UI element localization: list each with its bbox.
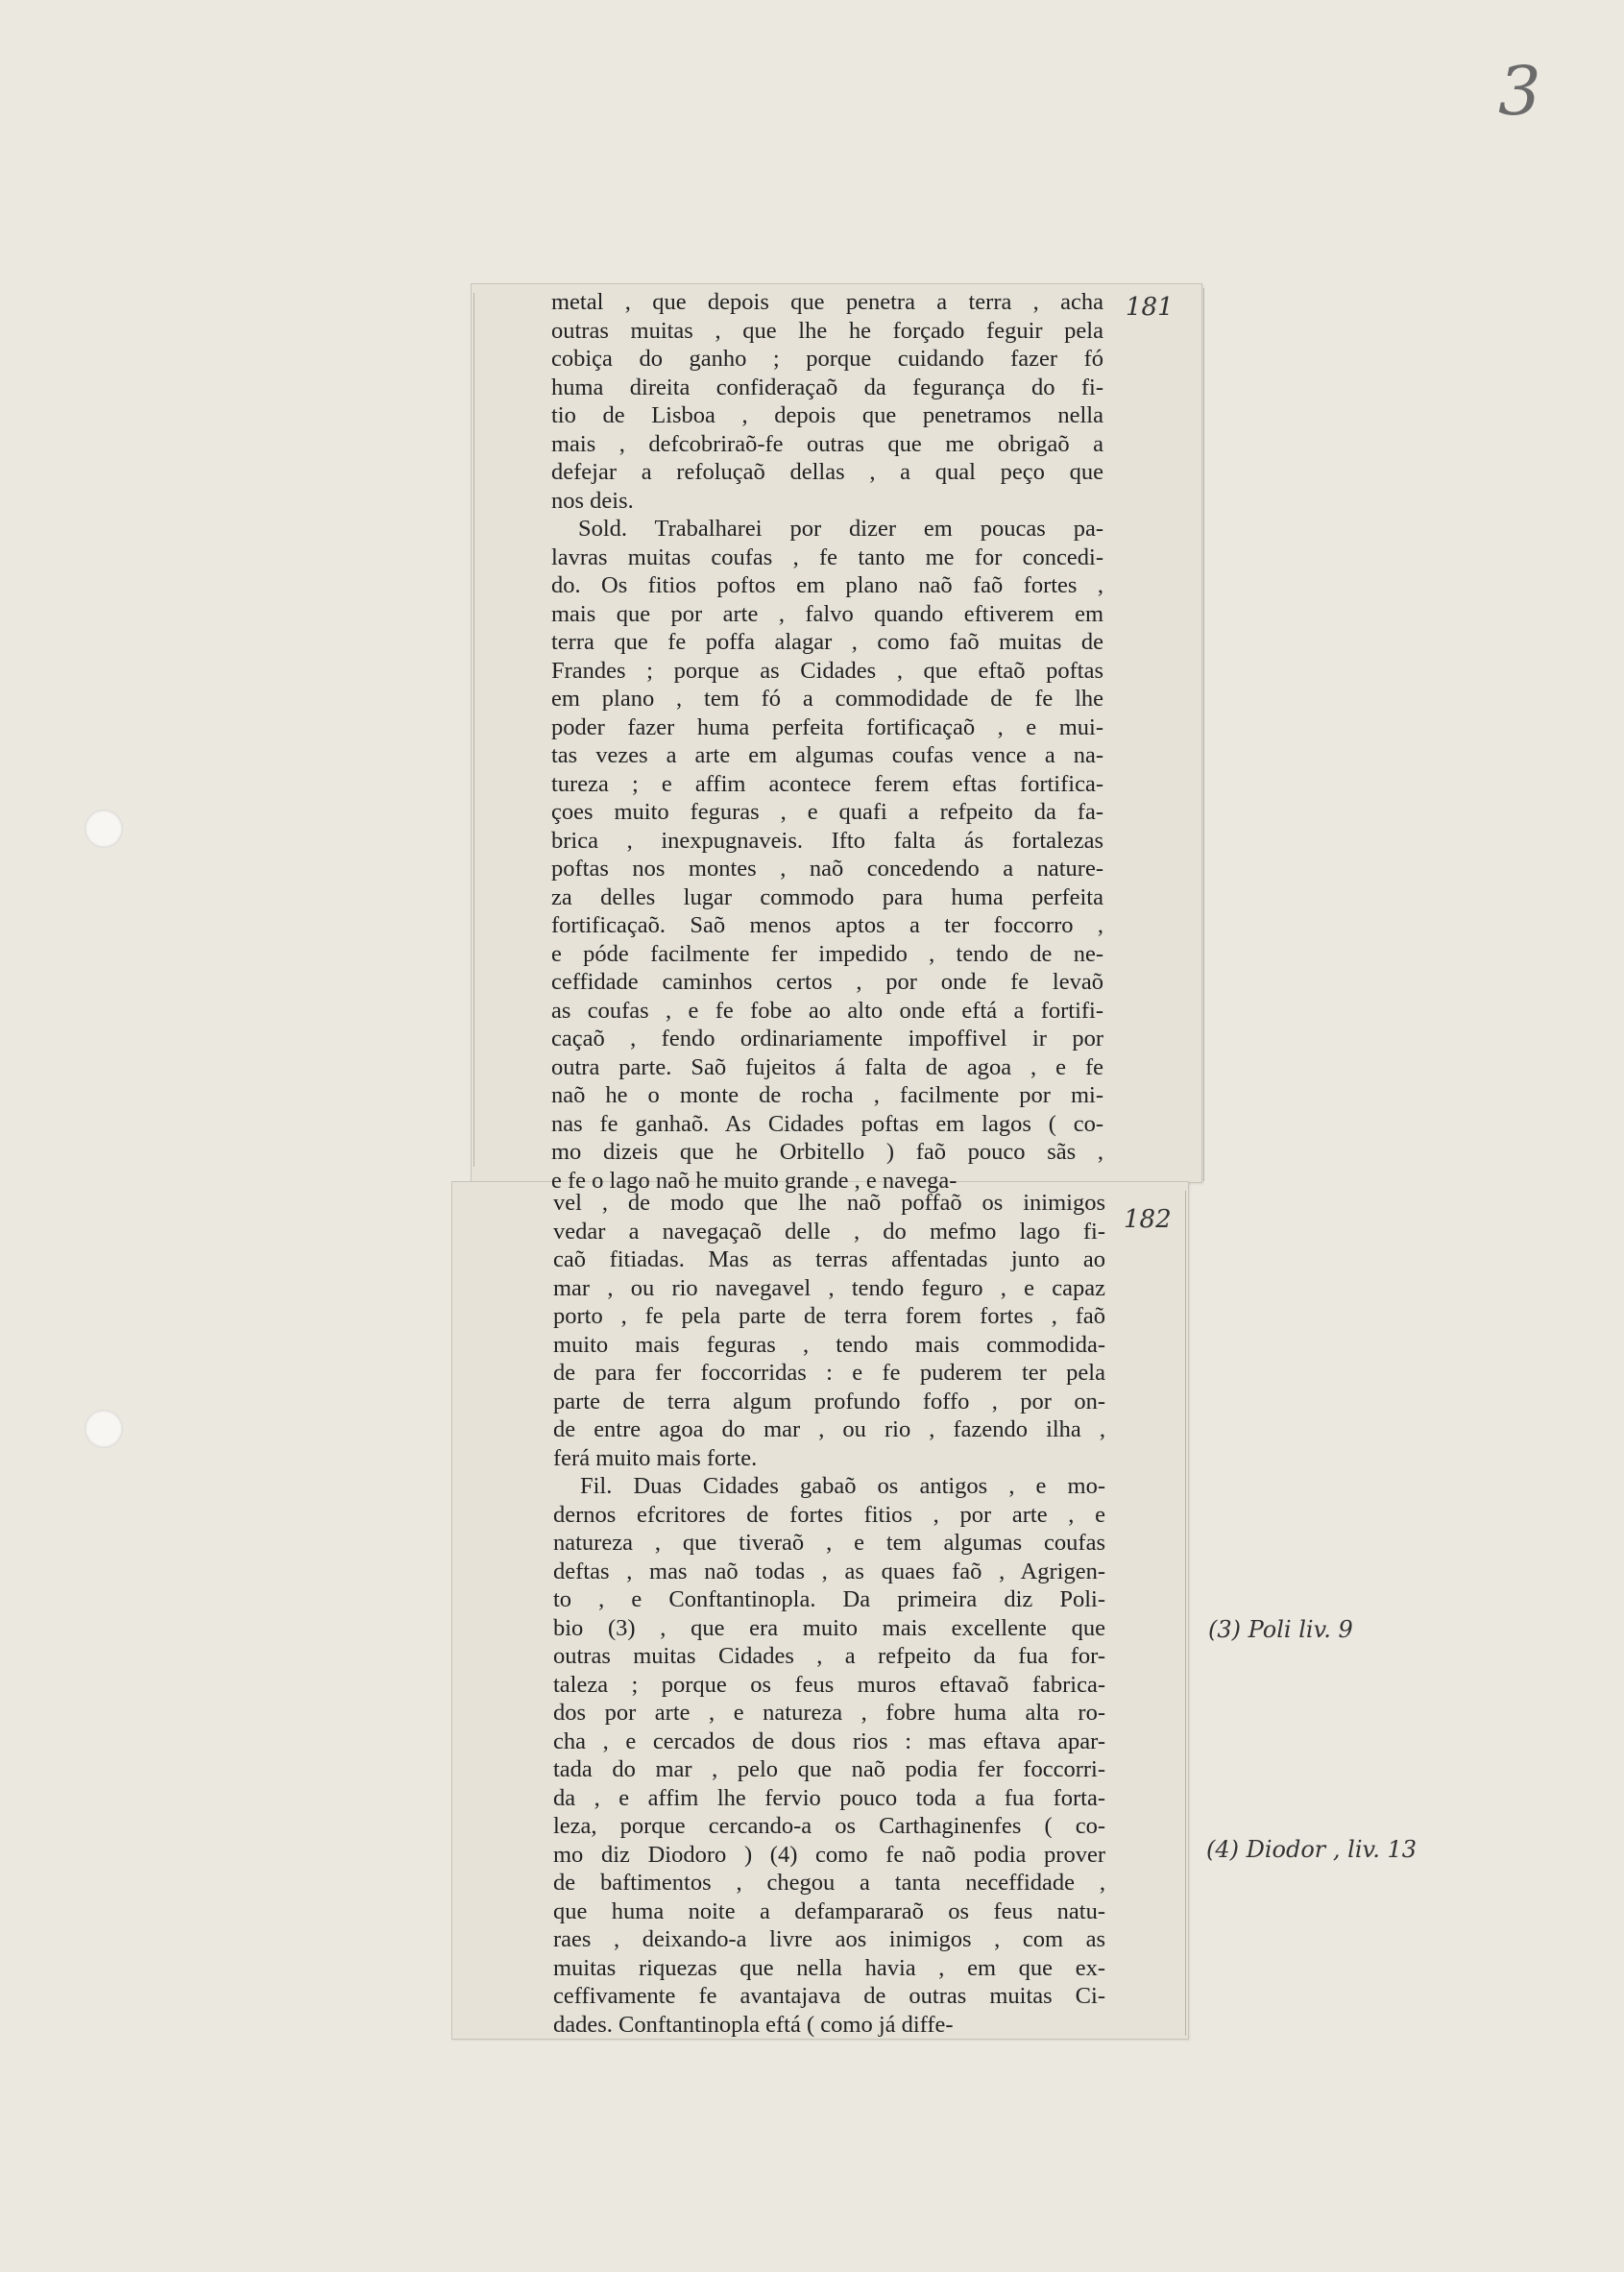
text-line: dos por arte , e natureza , fobre huma alta ro- (553, 1700, 1105, 1726)
text-line: mo diz Diodoro ) (4) como fe naõ podia prover (553, 1841, 1105, 1868)
text-line: deftas , mas naõ todas , as quaes faõ , Agrigen- (553, 1558, 1105, 1584)
punch-hole (85, 810, 123, 848)
text-line: mais , defcobriraõ-fe outras que me obrigaõ a (551, 430, 1103, 457)
text-line: que huma noite a defampararaõ os feus natu- (553, 1897, 1105, 1924)
text-line: çoes muito feguras , e quafi a refpeito da fa- (551, 799, 1103, 825)
text-line: e póde facilmente fer impedido , tendo de ne- (551, 940, 1103, 967)
text-line: outras muitas , que lhe he forçado feguir pela (551, 317, 1103, 344)
text-line: natureza , que tiveraõ , e tem algumas coufas (553, 1530, 1105, 1556)
text-line: vel , de modo que lhe naõ poffaõ os inimigos (553, 1190, 1105, 1216)
text-column-page-181 (551, 288, 1103, 1195)
text-line: mais que por arte , falvo quando eftiverem em (551, 600, 1103, 627)
text-line: cobiça do ganho ; porque cuidando fazer fó (551, 346, 1103, 372)
text-line: do. Os fitios poftos em plano naõ faõ fortes , (551, 572, 1103, 598)
text-line: poftas nos montes , naõ concedendo a nature- (551, 856, 1103, 882)
text-line: fortificaçaõ. Saõ menos aptos a ter foccorro , (551, 912, 1103, 938)
text-line: caõ fitiadas. Mas as terras affentadas junto ao (553, 1246, 1105, 1272)
text-line: porto , fe pela parte de terra forem fortes , faõ (553, 1303, 1105, 1329)
text-line: nas fe ganhaõ. As Cidades poftas em lagos ( co- (551, 1110, 1103, 1137)
text-line: mo dizeis que he Orbitello ) faõ pouco sãs , (551, 1139, 1103, 1165)
text-line: de entre agoa do mar , ou rio , fazendo ilha , (553, 1416, 1105, 1442)
text-line: taleza ; porque os feus muros eftavaõ fabrica- (553, 1671, 1105, 1698)
text-line: de para fer foccorridas : e fe puderem ter pela (553, 1360, 1105, 1386)
text-line: as coufas , e fe fobe ao alto onde eftá a fortifi- (551, 997, 1103, 1024)
text-line: Sold. Trabalharei por dizer em poucas pa- (578, 516, 1103, 542)
text-line: raes , deixando-a livre aos inimigos , com as (553, 1926, 1105, 1952)
text-line: ferá muito mais forte. (553, 1444, 758, 1471)
marginal-note: (4) Diodor , liv. 13 (1206, 1836, 1418, 1863)
text-line: vedar a navegaçaõ delle , do mefmo lago fi- (553, 1218, 1105, 1245)
text-line: poder fazer huma perfeita fortificaçaõ , e mui- (551, 713, 1103, 740)
text-line: defejar a refoluçaõ dellas , a qual peço que (551, 459, 1103, 485)
text-line: e fe o lago naõ he muito grande , e navega- (551, 1167, 957, 1194)
text-line: lavras muitas coufas , fe tanto me for concedi- (551, 544, 1103, 570)
text-line: tureza ; e affim acontece ferem eftas fortifica- (551, 770, 1103, 797)
clipping-edge (473, 293, 474, 1167)
text-line: muito mais feguras , tendo mais commodida- (553, 1331, 1105, 1358)
text-line: de baftimentos , chegou a tanta neceffidade , (553, 1870, 1105, 1896)
text-line: huma direita confideraçaõ da fegurança do fi- (551, 374, 1103, 400)
marginal-note: (3) Poli liv. 9 (1208, 1616, 1353, 1643)
text-line: da , e affim lhe fervio pouco toda a fua forta- (553, 1784, 1105, 1811)
text-column-page-182 (553, 1189, 1105, 2039)
text-line: terra que fe poffa alagar , como faõ muitas de (551, 629, 1103, 655)
text-line: mar , ou rio navegavel , tendo feguro , e capaz (553, 1274, 1105, 1301)
text-line: naõ he o monte de rocha , facilmente por mi- (551, 1082, 1103, 1108)
handwritten-page-number: 182 (1124, 1205, 1172, 1234)
text-line: nos deis. (551, 487, 634, 514)
text-line: outras muitas Cidades , a refpeito da fua for- (553, 1643, 1105, 1669)
text-line: Fil. Duas Cidades gabaõ os antigos , e mo- (580, 1473, 1105, 1499)
text-line: dernos efcritores de fortes fitios , por arte , e (553, 1501, 1105, 1528)
clipping-edge (1185, 1191, 1186, 2036)
text-line: ceffivamente fe avantajava de outras muitas Ci- (553, 1983, 1105, 2009)
text-line: em plano , tem fó a commodidade de fe lhe (551, 686, 1103, 712)
text-line: dades. Conftantinopla eftá ( como já diffe- (553, 2011, 954, 2038)
text-line: leza, porque cercando-a os Carthaginenfes ( co- (553, 1813, 1105, 1839)
text-line: tas vezes a arte em algumas coufas vence a na- (551, 742, 1103, 768)
text-line: parte de terra algum profundo foffo , por on- (553, 1388, 1105, 1414)
text-line: za delles lugar commodo para huma perfeita (551, 883, 1103, 910)
clipping-edge (1203, 288, 1204, 1181)
text-line: brica , inexpugnaveis. Ifto falta ás fortalezas (551, 827, 1103, 854)
text-line: tio de Lisboa , depois que penetramos nella (551, 402, 1103, 428)
text-line: caçaõ , fendo ordinariamente impoffivel ir por (551, 1026, 1103, 1051)
text-line: tada do mar , pelo que naõ podia fer foccorri- (553, 1756, 1105, 1782)
text-line: muitas riquezas que nella havia , em que ex- (553, 1954, 1105, 1981)
text-line: ceffidade caminhos certos , por onde fe levaõ (551, 969, 1103, 995)
text-line: bio (3) , que era muito mais excellente que (553, 1614, 1105, 1641)
punch-hole (85, 1410, 123, 1448)
text-line: outra parte. Saõ fujeitos á falta de agoa , e fe (551, 1053, 1103, 1080)
text-line: Frandes ; porque as Cidades , que eftaõ poftas (551, 657, 1103, 684)
text-line: cha , e cercados de dous rios : mas eftava apar- (553, 1728, 1105, 1754)
text-line: to , e Conftantinopla. Da primeira diz Poli- (553, 1586, 1105, 1612)
text-line: metal , que depois que penetra a terra , acha (551, 289, 1103, 315)
handwritten-page-number: 181 (1126, 293, 1174, 322)
folio-number: 3 (1498, 52, 1541, 131)
